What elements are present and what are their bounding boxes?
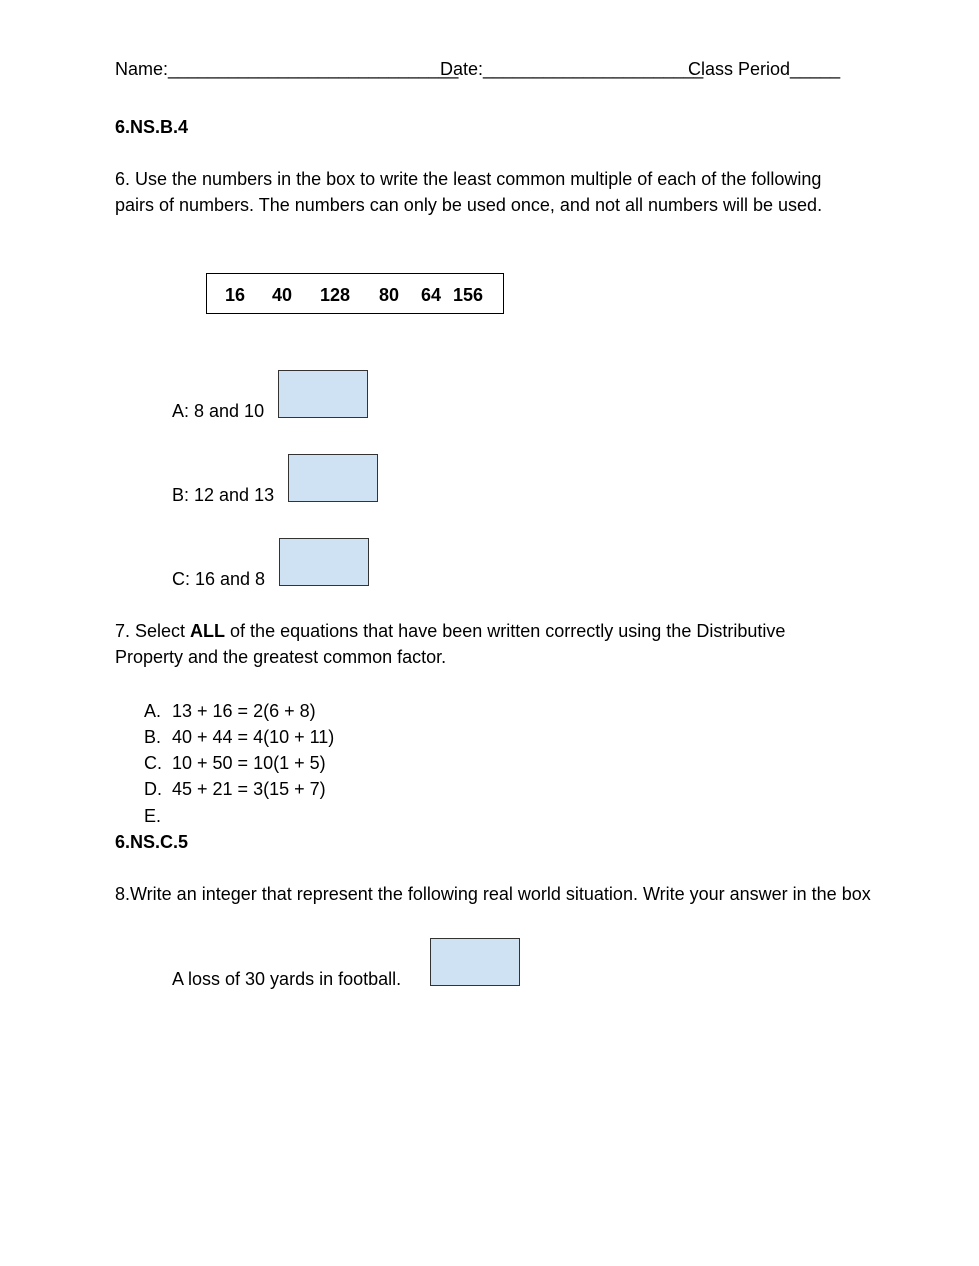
question-7-prompt-end: of the equations that have been written correctly using the Distributive Property and the greatest common factor. xyxy=(115,621,786,667)
number-bank-item: 128 xyxy=(320,285,351,305)
question-8-prompt: 8.Write an integer that represent the following real world situation. Write your answer in the box xyxy=(115,884,871,904)
date-field-label[interactable]: Date:______________________ xyxy=(440,59,704,79)
question-7-option-letter[interactable]: E. xyxy=(144,806,162,826)
question-7-option-text[interactable]: 10 + 50 = 10(1 + 5) xyxy=(172,753,326,773)
number-bank-item: 16 xyxy=(225,285,246,305)
number-bank-box xyxy=(206,273,504,314)
question-7-prompt-start: 7. Select xyxy=(115,621,191,641)
number-bank-item: 80 xyxy=(379,285,400,305)
question-7-option-text[interactable]: 40 + 44 = 4(10 + 11) xyxy=(172,727,335,747)
number-bank-item: 40 xyxy=(272,285,293,305)
question-8-answer-box[interactable] xyxy=(430,938,520,986)
class-period-field-label[interactable]: Class Period_____ xyxy=(688,59,841,79)
question-7-option-letter[interactable]: A. xyxy=(144,701,162,721)
standard-heading-6nsb4: 6.NS.B.4 xyxy=(115,117,189,137)
standard-heading-6nsc5: 6.NS.C.5 xyxy=(115,832,189,852)
number-bank-item: 64 xyxy=(421,285,442,305)
question-6-part-a-label: A: 8 and 10 xyxy=(172,401,265,421)
question-7-option-letter[interactable]: B. xyxy=(144,727,162,747)
question-6-part-c-label: C: 16 and 8 xyxy=(172,569,266,589)
question-7-prompt-emphasis: ALL xyxy=(190,621,226,641)
question-6-prompt: 6. Use the numbers in the box to write the least common multiple of each of the following pairs of numbers. The numbers can only be used once, and not all numbers will be used. xyxy=(115,169,823,215)
question-6-part-c-answer-box[interactable] xyxy=(279,538,369,586)
question-6-part-b-answer-box[interactable] xyxy=(288,454,378,502)
question-6-part-a-answer-box[interactable] xyxy=(278,370,368,418)
question-7-option-text[interactable]: 45 + 21 = 3(15 + 7) xyxy=(172,779,326,799)
question-6-part-b-label: B: 12 and 13 xyxy=(172,485,275,505)
question-7-option-letter[interactable]: C. xyxy=(144,753,162,773)
name-field-label[interactable]: Name:_____________________________ xyxy=(115,59,459,79)
question-7-option-letter[interactable]: D. xyxy=(144,779,162,799)
question-8-situation: A loss of 30 yards in football. xyxy=(172,969,402,989)
question-7-prompt xyxy=(115,618,855,670)
number-bank-item: 156 xyxy=(453,285,484,305)
question-7-option-text[interactable]: 13 + 16 = 2(6 + 8) xyxy=(172,701,316,721)
